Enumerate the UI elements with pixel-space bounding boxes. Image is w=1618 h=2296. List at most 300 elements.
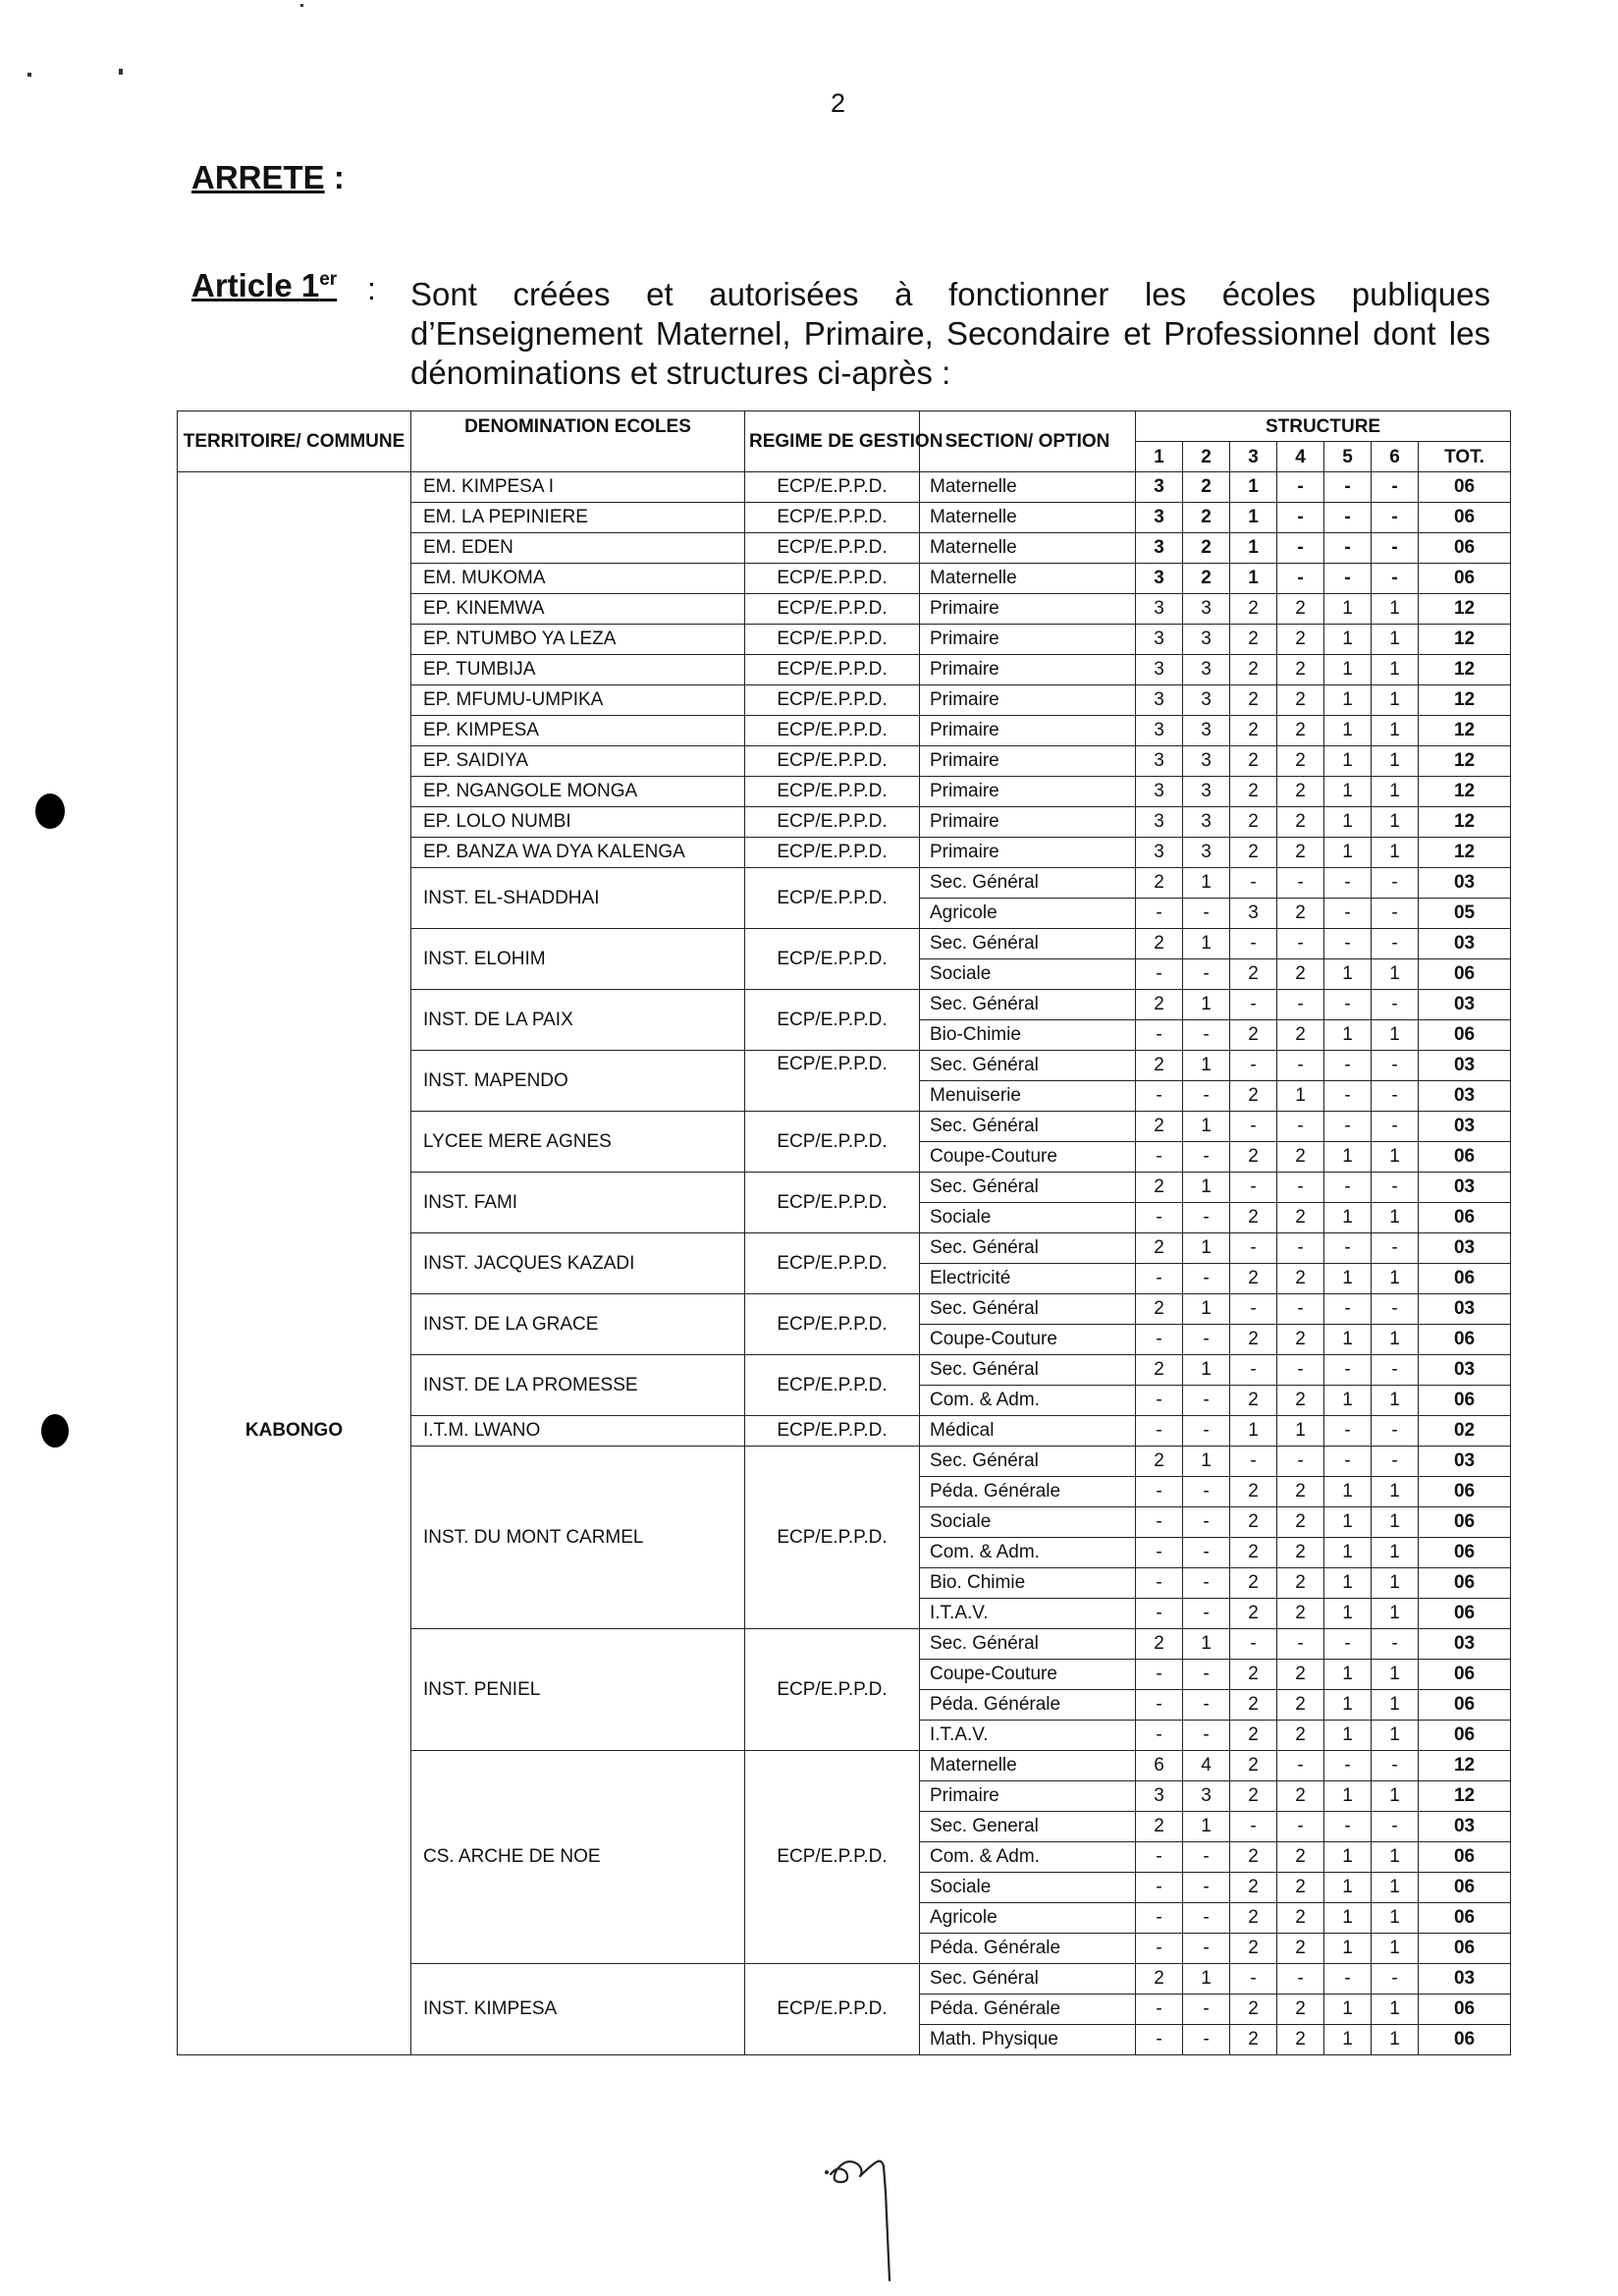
table-body — [178, 472, 1511, 2055]
structure-year-6: - — [1372, 1629, 1419, 1660]
section-option: Primaire — [920, 807, 1136, 838]
header-regime: REGIME DE GESTION — [745, 411, 920, 472]
structure-year-2: - — [1183, 1903, 1230, 1934]
school-name: CS. ARCHE DE NOE — [411, 1751, 745, 1964]
header-structure: STRUCTURE — [1136, 411, 1511, 442]
structure-total: 12 — [1419, 685, 1511, 716]
structure-year-3: 2 — [1230, 1568, 1277, 1599]
article-label — [191, 267, 337, 304]
structure-year-2: - — [1183, 1081, 1230, 1112]
school-name: INST. FAMI — [411, 1173, 745, 1233]
structure-total: 06 — [1419, 1660, 1511, 1690]
structure-year-5: - — [1324, 1629, 1372, 1660]
section-option: Primaire — [920, 716, 1136, 746]
school-name: EM. MUKOMA — [411, 564, 745, 594]
structure-total: 12 — [1419, 1751, 1511, 1781]
structure-year-6: - — [1372, 1964, 1419, 1995]
school-regime: ECP/E.P.P.D. — [745, 1112, 920, 1173]
section-option: Sec. General — [920, 1812, 1136, 1842]
structure-year-3: - — [1230, 1173, 1277, 1203]
structure-year-5: 1 — [1324, 1538, 1372, 1568]
structure-year-5: 1 — [1324, 594, 1372, 625]
structure-year-6: - — [1372, 899, 1419, 929]
school-regime: ECP/E.P.P.D. — [745, 1751, 920, 1964]
structure-year-6: - — [1372, 1233, 1419, 1264]
structure-year-1: 2 — [1136, 1173, 1183, 1203]
structure-year-3: 2 — [1230, 685, 1277, 716]
structure-year-4: - — [1277, 1173, 1324, 1203]
section-option: Sec. Général — [920, 1112, 1136, 1142]
structure-total: 06 — [1419, 1203, 1511, 1233]
structure-year-1: 2 — [1136, 1964, 1183, 1995]
structure-year-4: - — [1277, 1294, 1324, 1325]
structure-year-5: - — [1324, 1051, 1372, 1081]
school-name: EM. EDEN — [411, 533, 745, 564]
section-option: Primaire — [920, 746, 1136, 777]
school-name: EM. KIMPESA I — [411, 472, 745, 503]
structure-total: 06 — [1419, 1142, 1511, 1173]
structure-total: 06 — [1419, 1020, 1511, 1051]
structure-total: 03 — [1419, 1051, 1511, 1081]
structure-total: 03 — [1419, 1233, 1511, 1264]
structure-year-4: 2 — [1277, 777, 1324, 807]
structure-year-1: 3 — [1136, 838, 1183, 868]
structure-year-2: - — [1183, 2025, 1230, 2055]
structure-year-6: - — [1372, 990, 1419, 1020]
structure-year-2: 2 — [1183, 503, 1230, 533]
section-option: Bio. Chimie — [920, 1568, 1136, 1599]
table-row — [178, 472, 1511, 503]
section-option: Péda. Générale — [920, 1690, 1136, 1721]
structure-year-1: 3 — [1136, 807, 1183, 838]
structure-year-1: - — [1136, 1020, 1183, 1051]
structure-year-2: 1 — [1183, 1812, 1230, 1842]
structure-year-4: - — [1277, 990, 1324, 1020]
structure-year-4: 2 — [1277, 1781, 1324, 1812]
school-name: INST. PENIEL — [411, 1629, 745, 1751]
school-regime: ECP/E.P.P.D. — [745, 564, 920, 594]
structure-year-4: 2 — [1277, 1477, 1324, 1507]
scan-speck — [119, 69, 123, 75]
structure-total: 06 — [1419, 503, 1511, 533]
structure-year-4: 2 — [1277, 807, 1324, 838]
structure-year-2: 4 — [1183, 1751, 1230, 1781]
header-year-3: 3 — [1230, 442, 1277, 472]
structure-total: 06 — [1419, 1325, 1511, 1355]
structure-year-1: 6 — [1136, 1751, 1183, 1781]
structure-year-5: - — [1324, 1447, 1372, 1477]
structure-total: 06 — [1419, 564, 1511, 594]
structure-year-5: 1 — [1324, 1690, 1372, 1721]
school-name: LYCEE MERE AGNES — [411, 1112, 745, 1173]
structure-year-5: 1 — [1324, 1264, 1372, 1294]
structure-year-1: - — [1136, 1325, 1183, 1355]
structure-total: 03 — [1419, 1355, 1511, 1386]
section-option: Sociale — [920, 1507, 1136, 1538]
section-option: Sec. Général — [920, 929, 1136, 959]
structure-total: 06 — [1419, 1477, 1511, 1507]
structure-total: 03 — [1419, 1112, 1511, 1142]
structure-year-6: - — [1372, 472, 1419, 503]
school-name: EP. LOLO NUMBI — [411, 807, 745, 838]
structure-year-3: 2 — [1230, 1660, 1277, 1690]
structure-year-6: - — [1372, 1173, 1419, 1203]
section-option: Agricole — [920, 1903, 1136, 1934]
structure-year-4: 2 — [1277, 594, 1324, 625]
structure-year-2: - — [1183, 899, 1230, 929]
structure-year-4: 2 — [1277, 1142, 1324, 1173]
header-year-4: 4 — [1277, 442, 1324, 472]
section-option: Sec. Général — [920, 1294, 1136, 1325]
structure-year-3: 2 — [1230, 594, 1277, 625]
school-regime: ECP/E.P.P.D. — [745, 929, 920, 990]
structure-year-3: - — [1230, 929, 1277, 959]
structure-year-6: 1 — [1372, 716, 1419, 746]
structure-year-2: 1 — [1183, 1173, 1230, 1203]
schools-structure-table — [177, 410, 1511, 2055]
section-option: Coupe-Couture — [920, 1325, 1136, 1355]
structure-year-5: - — [1324, 1751, 1372, 1781]
structure-year-1: - — [1136, 1477, 1183, 1507]
structure-year-3: - — [1230, 1112, 1277, 1142]
structure-total: 06 — [1419, 533, 1511, 564]
structure-year-3: 1 — [1230, 472, 1277, 503]
structure-total: 06 — [1419, 1386, 1511, 1416]
structure-year-6: 1 — [1372, 594, 1419, 625]
structure-year-6: - — [1372, 868, 1419, 899]
structure-year-2: 3 — [1183, 777, 1230, 807]
structure-year-4: 2 — [1277, 1264, 1324, 1294]
structure-year-2: - — [1183, 959, 1230, 990]
structure-year-1: - — [1136, 1142, 1183, 1173]
structure-year-4: - — [1277, 1051, 1324, 1081]
structure-year-6: - — [1372, 929, 1419, 959]
structure-year-2: 2 — [1183, 533, 1230, 564]
structure-year-5: - — [1324, 1294, 1372, 1325]
structure-total: 06 — [1419, 472, 1511, 503]
structure-year-5: 1 — [1324, 777, 1372, 807]
structure-total: 05 — [1419, 899, 1511, 929]
structure-year-5: - — [1324, 472, 1372, 503]
structure-year-4: - — [1277, 1964, 1324, 1995]
structure-year-1: 2 — [1136, 1355, 1183, 1386]
structure-year-4: 2 — [1277, 1690, 1324, 1721]
structure-year-5: - — [1324, 868, 1372, 899]
school-name: INST. ELOHIM — [411, 929, 745, 990]
structure-year-1: - — [1136, 1416, 1183, 1447]
structure-year-5: 1 — [1324, 1781, 1372, 1812]
structure-year-3: - — [1230, 1447, 1277, 1477]
structure-total: 03 — [1419, 1447, 1511, 1477]
structure-year-4: 2 — [1277, 1721, 1324, 1751]
structure-year-4: 2 — [1277, 1660, 1324, 1690]
structure-year-3: - — [1230, 1812, 1277, 1842]
section-option: Sec. Général — [920, 1233, 1136, 1264]
structure-total: 06 — [1419, 1721, 1511, 1751]
article-line-1: Sont créées et autorisées à fonctionner les écoles publiques — [410, 276, 1490, 312]
structure-year-4: 2 — [1277, 1020, 1324, 1051]
structure-total: 12 — [1419, 594, 1511, 625]
structure-year-2: - — [1183, 1203, 1230, 1233]
structure-year-2: 1 — [1183, 990, 1230, 1020]
article-label-text: Article 1 — [191, 267, 320, 303]
structure-year-1: 3 — [1136, 716, 1183, 746]
structure-year-5: 1 — [1324, 1568, 1372, 1599]
section-option: Sec. Général — [920, 1355, 1136, 1386]
section-option: Sec. Général — [920, 1964, 1136, 1995]
structure-year-2: - — [1183, 1660, 1230, 1690]
structure-year-5: 1 — [1324, 807, 1372, 838]
structure-year-6: 1 — [1372, 838, 1419, 868]
section-option: Sec. Général — [920, 868, 1136, 899]
section-option: Maternelle — [920, 503, 1136, 533]
structure-year-2: 3 — [1183, 625, 1230, 655]
structure-year-1: - — [1136, 1203, 1183, 1233]
structure-total: 06 — [1419, 1507, 1511, 1538]
structure-year-4: - — [1277, 1751, 1324, 1781]
structure-year-1: 3 — [1136, 685, 1183, 716]
heading-arrete-suffix: : — [324, 159, 345, 195]
section-option: Coupe-Couture — [920, 1142, 1136, 1173]
structure-total: 12 — [1419, 838, 1511, 868]
structure-year-3: 2 — [1230, 1477, 1277, 1507]
structure-year-6: 1 — [1372, 1142, 1419, 1173]
structure-year-1: 3 — [1136, 594, 1183, 625]
structure-year-3: 2 — [1230, 1203, 1277, 1233]
signature — [823, 2147, 911, 2284]
structure-year-3: 2 — [1230, 746, 1277, 777]
structure-year-6: 1 — [1372, 1507, 1419, 1538]
structure-year-4: 2 — [1277, 1507, 1324, 1538]
structure-year-4: 2 — [1277, 1873, 1324, 1903]
structure-year-4: 2 — [1277, 1842, 1324, 1873]
section-option: Médical — [920, 1416, 1136, 1447]
structure-year-1: - — [1136, 1995, 1183, 2025]
structure-year-5: - — [1324, 1233, 1372, 1264]
structure-year-3: 2 — [1230, 1842, 1277, 1873]
section-option: Primaire — [920, 685, 1136, 716]
structure-total: 06 — [1419, 1934, 1511, 1964]
structure-year-4: 2 — [1277, 1386, 1324, 1416]
structure-year-3: 2 — [1230, 1599, 1277, 1629]
structure-year-1: - — [1136, 1873, 1183, 1903]
section-option: Maternelle — [920, 564, 1136, 594]
structure-year-3: - — [1230, 990, 1277, 1020]
school-name: EP. MFUMU-UMPIKA — [411, 685, 745, 716]
school-regime: ECP/E.P.P.D. — [745, 1629, 920, 1751]
structure-year-6: - — [1372, 1355, 1419, 1386]
structure-year-3: 2 — [1230, 1264, 1277, 1294]
section-option: Menuiserie — [920, 1081, 1136, 1112]
structure-total: 03 — [1419, 1812, 1511, 1842]
structure-year-5: - — [1324, 990, 1372, 1020]
structure-year-4: 2 — [1277, 2025, 1324, 2055]
structure-year-3: - — [1230, 1964, 1277, 1995]
structure-total: 06 — [1419, 959, 1511, 990]
structure-year-4: 2 — [1277, 1203, 1324, 1233]
structure-year-4: - — [1277, 472, 1324, 503]
structure-year-1: 2 — [1136, 990, 1183, 1020]
structure-year-5: 1 — [1324, 1903, 1372, 1934]
school-regime: ECP/E.P.P.D. — [745, 1294, 920, 1355]
structure-year-3: 3 — [1230, 899, 1277, 929]
school-name: I.T.M. LWANO — [411, 1416, 745, 1447]
structure-year-3: 2 — [1230, 655, 1277, 685]
scan-speck — [300, 4, 303, 7]
structure-year-1: 2 — [1136, 868, 1183, 899]
header-territoire: TERRITOIRE/ COMMUNE — [178, 411, 411, 472]
structure-year-1: - — [1136, 1507, 1183, 1538]
structure-year-3: 2 — [1230, 1142, 1277, 1173]
structure-year-3: 2 — [1230, 1873, 1277, 1903]
structure-total: 03 — [1419, 1629, 1511, 1660]
school-regime: ECP/E.P.P.D. — [745, 472, 920, 503]
section-option: Sec. Général — [920, 1051, 1136, 1081]
structure-year-5: 1 — [1324, 1142, 1372, 1173]
school-name: EP. KIMPESA — [411, 716, 745, 746]
structure-year-2: - — [1183, 1873, 1230, 1903]
structure-year-5: 1 — [1324, 1386, 1372, 1416]
structure-total: 06 — [1419, 2025, 1511, 2055]
structure-year-2: 1 — [1183, 1355, 1230, 1386]
structure-total: 06 — [1419, 1873, 1511, 1903]
structure-year-2: - — [1183, 1264, 1230, 1294]
structure-year-4: - — [1277, 929, 1324, 959]
structure-year-1: 2 — [1136, 1294, 1183, 1325]
structure-year-6: 1 — [1372, 1660, 1419, 1690]
structure-total: 03 — [1419, 1173, 1511, 1203]
school-regime: ECP/E.P.P.D. — [745, 868, 920, 929]
school-regime: ECP/E.P.P.D. — [745, 685, 920, 716]
structure-year-6: 1 — [1372, 1721, 1419, 1751]
structure-year-3: 1 — [1230, 503, 1277, 533]
school-regime: ECP/E.P.P.D. — [745, 777, 920, 807]
structure-year-6: - — [1372, 1812, 1419, 1842]
section-option: Péda. Générale — [920, 1477, 1136, 1507]
structure-year-6: 1 — [1372, 1599, 1419, 1629]
school-name: EP. NTUMBO YA LEZA — [411, 625, 745, 655]
section-option: Agricole — [920, 899, 1136, 929]
structure-year-1: - — [1136, 1538, 1183, 1568]
structure-total: 06 — [1419, 1538, 1511, 1568]
structure-year-2: - — [1183, 1477, 1230, 1507]
structure-year-3: 2 — [1230, 716, 1277, 746]
school-regime: ECP/E.P.P.D. — [745, 716, 920, 746]
structure-year-3: 2 — [1230, 1538, 1277, 1568]
structure-year-2: - — [1183, 1599, 1230, 1629]
structure-year-5: - — [1324, 1355, 1372, 1386]
structure-year-2: - — [1183, 1690, 1230, 1721]
section-option: Sec. Général — [920, 1629, 1136, 1660]
section-option: Primaire — [920, 777, 1136, 807]
structure-year-5: 1 — [1324, 1020, 1372, 1051]
structure-year-5: 1 — [1324, 1934, 1372, 1964]
structure-year-6: - — [1372, 533, 1419, 564]
structure-year-2: - — [1183, 1325, 1230, 1355]
structure-year-1: 2 — [1136, 929, 1183, 959]
structure-year-2: 3 — [1183, 716, 1230, 746]
section-option: Sociale — [920, 1873, 1136, 1903]
structure-year-3: 2 — [1230, 1751, 1277, 1781]
article-line-3: dénominations et structures ci-après : — [410, 355, 951, 391]
structure-year-6: 1 — [1372, 1020, 1419, 1051]
structure-year-5: - — [1324, 1964, 1372, 1995]
structure-year-2: 3 — [1183, 746, 1230, 777]
school-name: INST. MAPENDO — [411, 1051, 745, 1112]
structure-year-6: 1 — [1372, 625, 1419, 655]
school-regime: ECP/E.P.P.D. — [745, 746, 920, 777]
structure-year-1: 2 — [1136, 1629, 1183, 1660]
structure-year-6: 1 — [1372, 1203, 1419, 1233]
structure-year-5: 1 — [1324, 655, 1372, 685]
structure-year-5: 1 — [1324, 1507, 1372, 1538]
section-option: Péda. Générale — [920, 1934, 1136, 1964]
structure-year-1: - — [1136, 1599, 1183, 1629]
school-name: EP. BANZA WA DYA KALENGA — [411, 838, 745, 868]
structure-year-6: 1 — [1372, 1690, 1419, 1721]
structure-year-4: - — [1277, 1112, 1324, 1142]
school-regime: ECP/E.P.P.D. — [745, 1355, 920, 1416]
structure-year-6: - — [1372, 1112, 1419, 1142]
section-option: I.T.A.V. — [920, 1599, 1136, 1629]
structure-year-6: - — [1372, 1294, 1419, 1325]
structure-year-4: - — [1277, 868, 1324, 899]
structure-year-5: 1 — [1324, 959, 1372, 990]
structure-year-3: 2 — [1230, 625, 1277, 655]
structure-year-5: - — [1324, 899, 1372, 929]
structure-year-6: 1 — [1372, 655, 1419, 685]
structure-year-6: 1 — [1372, 1873, 1419, 1903]
header-year-1: 1 — [1136, 442, 1183, 472]
structure-year-2: 1 — [1183, 1233, 1230, 1264]
structure-year-5: 1 — [1324, 1873, 1372, 1903]
structure-year-2: 3 — [1183, 594, 1230, 625]
structure-year-4: 2 — [1277, 1903, 1324, 1934]
structure-year-2: 3 — [1183, 685, 1230, 716]
territoire-cell: KABONGO — [178, 472, 411, 2055]
structure-year-2: - — [1183, 1934, 1230, 1964]
section-option: Maternelle — [920, 1751, 1136, 1781]
structure-year-5: 1 — [1324, 2025, 1372, 2055]
school-regime: ECP/E.P.P.D. — [745, 625, 920, 655]
structure-year-4: 2 — [1277, 838, 1324, 868]
structure-total: 03 — [1419, 929, 1511, 959]
structure-year-5: - — [1324, 1112, 1372, 1142]
structure-year-6: - — [1372, 1081, 1419, 1112]
binder-hole-mark — [35, 793, 65, 829]
structure-year-2: 2 — [1183, 472, 1230, 503]
school-name: EP. KINEMWA — [411, 594, 745, 625]
structure-year-5: 1 — [1324, 1325, 1372, 1355]
school-regime: ECP/E.P.P.D. — [745, 1416, 920, 1447]
structure-year-6: 1 — [1372, 685, 1419, 716]
structure-total: 02 — [1419, 1416, 1511, 1447]
school-regime: ECP/E.P.P.D. — [745, 594, 920, 625]
section-option: I.T.A.V. — [920, 1721, 1136, 1751]
structure-year-1: 3 — [1136, 1781, 1183, 1812]
structure-year-6: - — [1372, 503, 1419, 533]
structure-year-1: 3 — [1136, 564, 1183, 594]
school-regime: ECP/E.P.P.D. — [745, 655, 920, 685]
structure-total: 06 — [1419, 1599, 1511, 1629]
structure-year-2: - — [1183, 1568, 1230, 1599]
structure-total: 03 — [1419, 990, 1511, 1020]
section-option: Coupe-Couture — [920, 1660, 1136, 1690]
structure-year-4: 2 — [1277, 716, 1324, 746]
structure-year-2: 1 — [1183, 1447, 1230, 1477]
structure-total: 06 — [1419, 1264, 1511, 1294]
section-option: Sec. Général — [920, 990, 1136, 1020]
